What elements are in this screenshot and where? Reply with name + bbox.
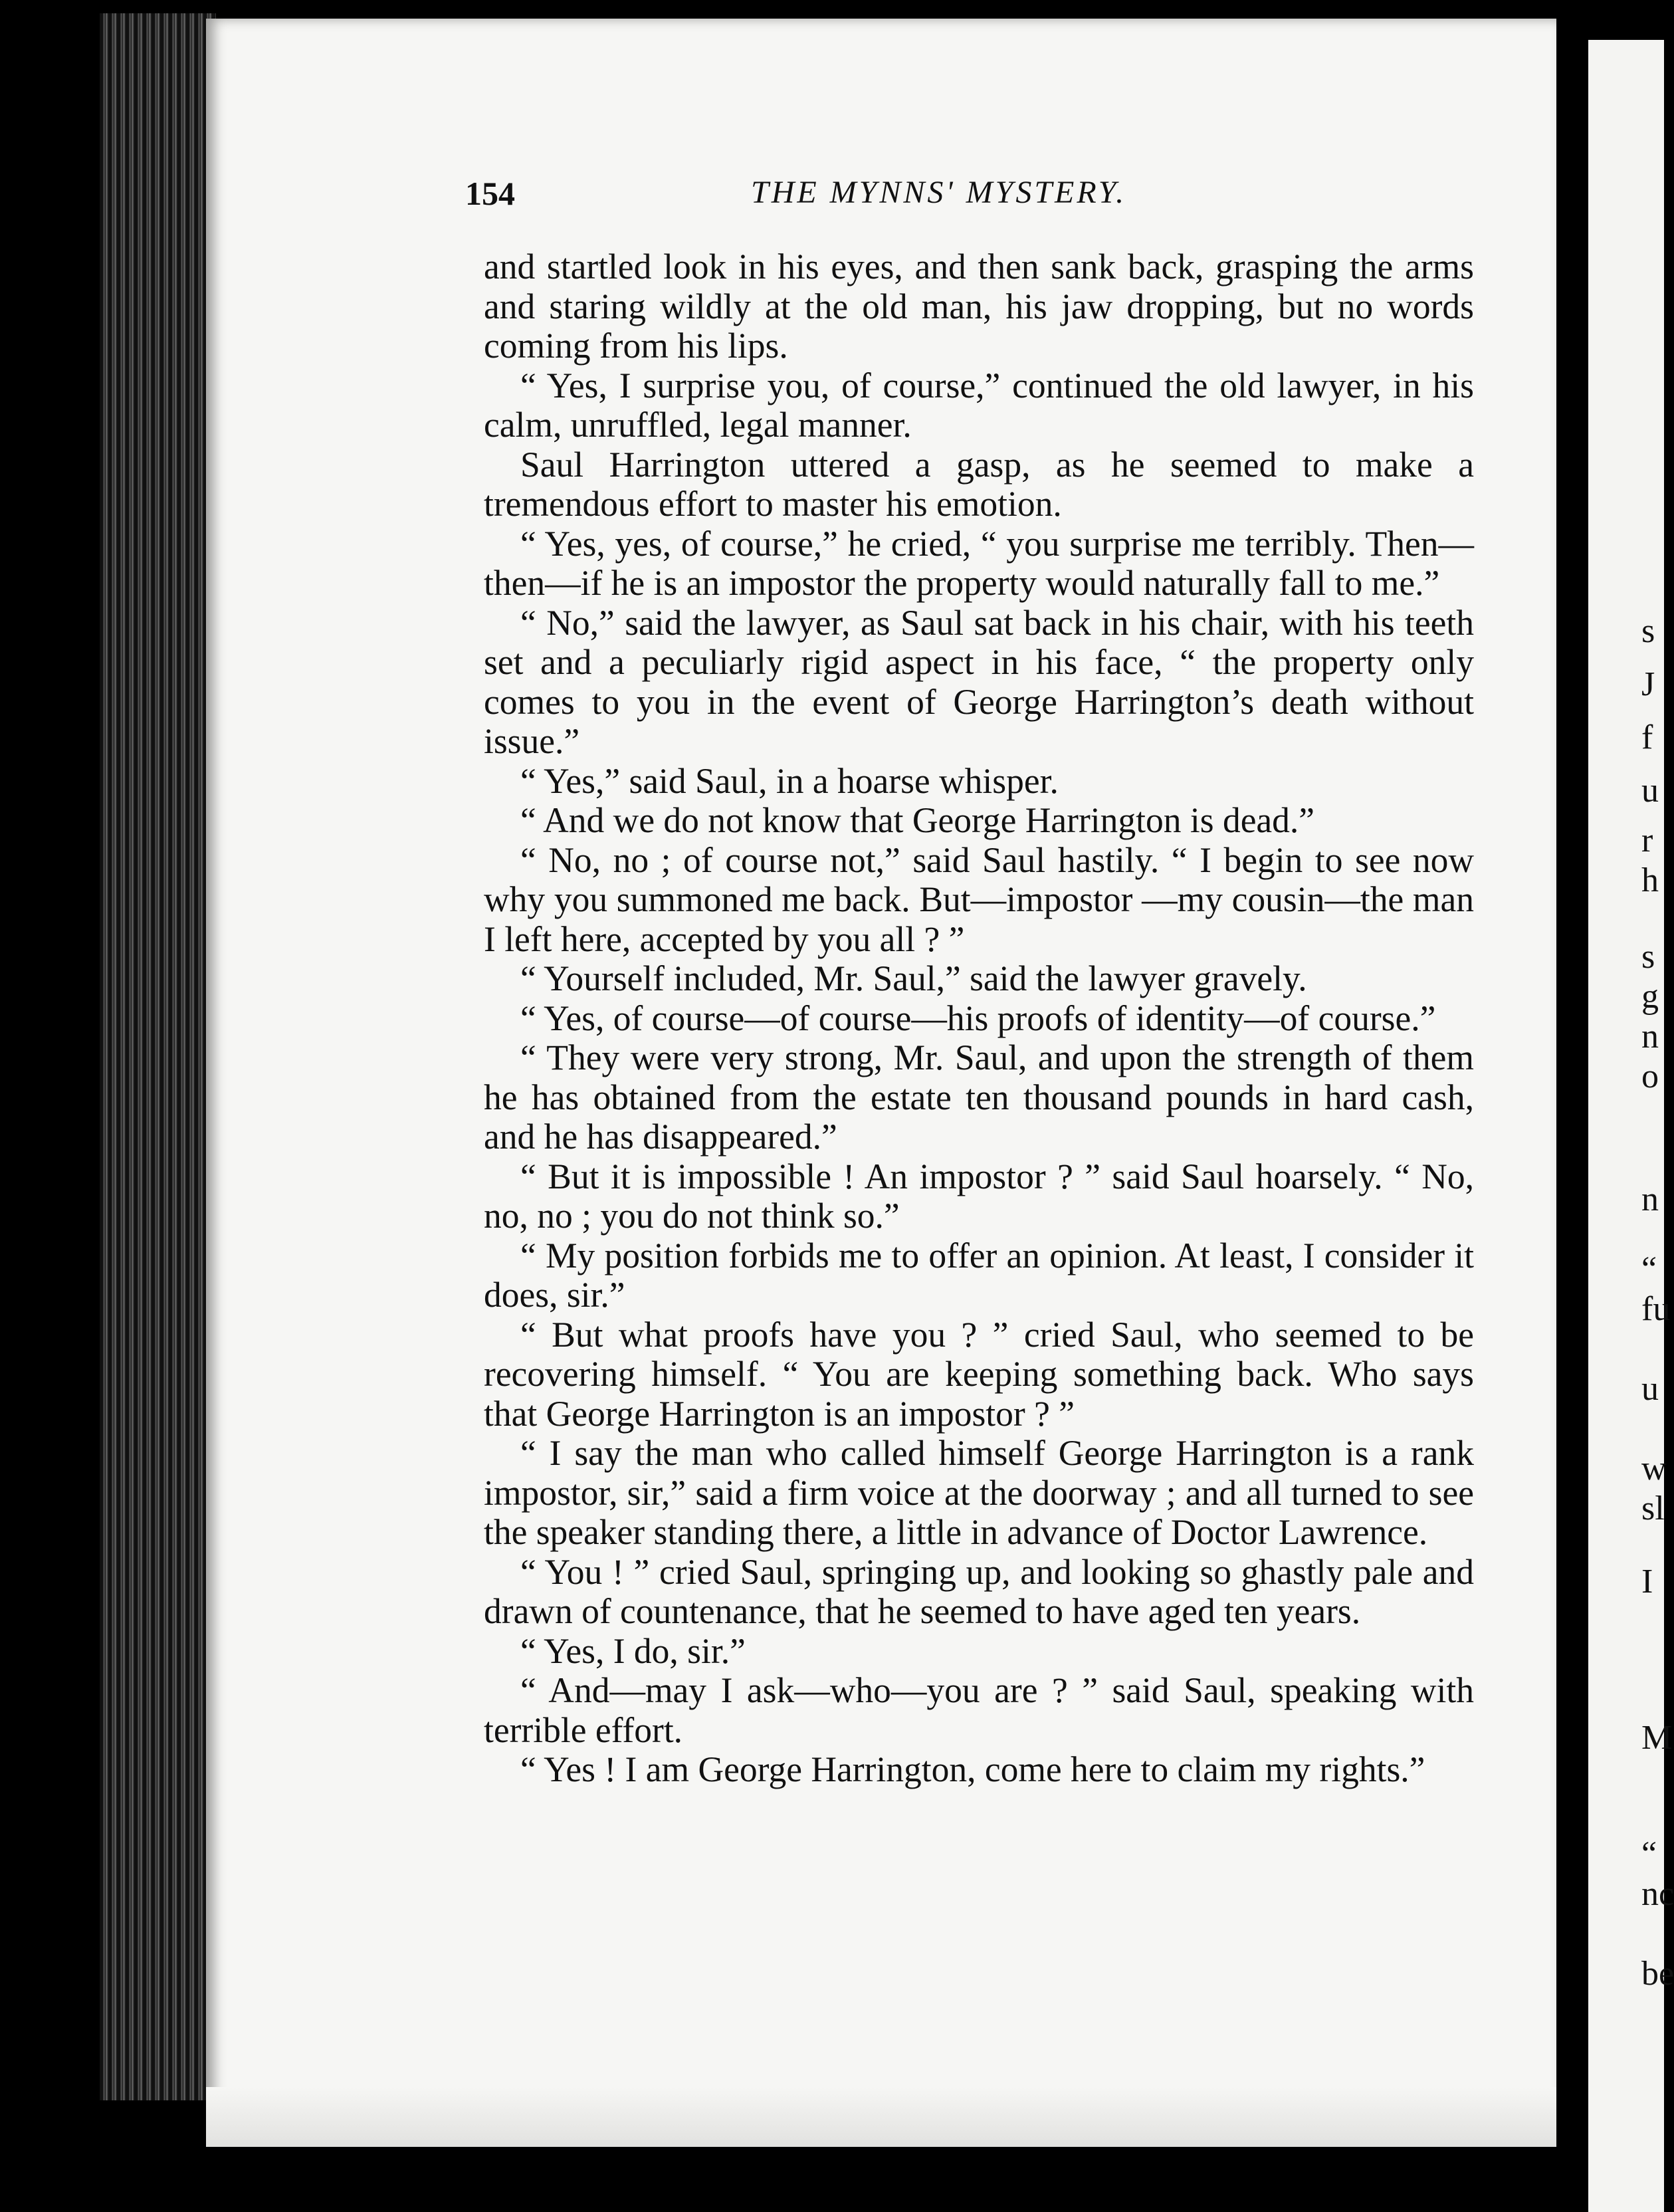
paragraph: “ They were very strong, Mr. Saul, and upon the strength of them he has obtained from the estate ten thousand pounds in hard cash, and he has disappeared.” — [484, 1038, 1474, 1157]
facing-page-fragment: h — [1641, 861, 1659, 899]
facing-page-fragment: I — [1641, 1563, 1653, 1601]
facing-page-fragment: be — [1641, 1955, 1674, 1993]
paragraph: “ No,” said the lawyer, as Saul sat back in his chair, with his teeth set and a peculiarly rigid aspect in his face, “ the property only comes to you in the event of George Harrington’s death without issue.” — [484, 602, 1474, 761]
page-edges — [100, 13, 216, 2100]
paragraph: “ Yes, I surprise you, of course,” continued the old lawyer, in his calm, unruffled, legal manner. — [484, 365, 1474, 445]
paragraph: “ But it is impossible ! An impostor ? ” said Saul hoarsely. “ No, no, no ; you do not think so.” — [484, 1156, 1474, 1236]
paragraph: Saul Harrington uttered a gasp, as he seemed to make a tremendous effort to master his emotion. — [484, 444, 1474, 524]
facing-page-fragment: nc — [1641, 1875, 1674, 1913]
paragraph: “ And we do not know that George Harrington is dead.” — [520, 800, 1315, 840]
paragraph: “ Yes ! I am George Harrington, come here to claim my rights.” — [520, 1749, 1425, 1789]
facing-page-fragment: u — [1641, 772, 1659, 810]
facing-page-fragment: “ — [1641, 1250, 1657, 1288]
paragraph: “ You ! ” cried Saul, springing up, and looking so ghastly pale and drawn of countenance, that he seemed to have aged ten years. — [484, 1551, 1474, 1631]
page-number: 154 — [465, 175, 515, 212]
facing-page-fragment: n — [1641, 1018, 1659, 1055]
facing-page-fragment: sl — [1641, 1490, 1665, 1527]
facing-page-fragment: f — [1641, 719, 1653, 756]
facing-page-fragment: “ — [1641, 1835, 1657, 1873]
paragraph: “ Yourself included, Mr. Saul,” said the lawyer gravely. — [520, 958, 1307, 998]
facing-page-fragment: s — [1641, 938, 1655, 976]
facing-page-fragment: u — [1641, 1370, 1659, 1408]
page-body — [484, 247, 1474, 1790]
paragraph: “ Yes, yes, of course,” he cried, “ you surprise me terribly. Then—then—if he is an impostor the property would naturally fall to me.” — [484, 523, 1474, 603]
paragraph: “ My position forbids me to offer an opinion. At least, I consider it does, sir.” — [484, 1235, 1474, 1315]
facing-page-fragment: g — [1641, 978, 1659, 1016]
facing-page-fragment: M — [1641, 1719, 1673, 1757]
paragraph: “ Yes, of course—of course—his proofs of identity—of course.” — [520, 998, 1436, 1038]
paragraph: “ I say the man who called himself George Harrington is a rank impostor, sir,” said a firm voice at the doorway ; and all turned to see the speaker standing there, a little in advance of Doctor Lawrence. — [484, 1433, 1474, 1552]
facing-page-fragment: fu — [1641, 1290, 1671, 1328]
running-title: THE MYNNS' MYSTERY. — [751, 175, 1127, 210]
facing-page-fragment: J — [1641, 665, 1655, 703]
page-bottom-shade — [206, 2087, 1556, 2147]
facing-page-fragment: r — [1641, 822, 1653, 859]
paragraph: “ And—may I ask—who—you are ? ” said Saul, speaking with terrible effort. — [484, 1670, 1474, 1750]
facing-page-fragment: w — [1641, 1450, 1667, 1488]
paragraph: “ No, no ; of course not,” said Saul hastily. “ I begin to see now why you summoned me back. But—impostor —my cousin—the man I left here, accepted by you all ? ” — [484, 839, 1474, 959]
facing-page-fragment: n — [1641, 1180, 1659, 1218]
paragraph: “ Yes, I do, sir.” — [520, 1630, 746, 1671]
facing-page-fragment: o — [1641, 1057, 1659, 1095]
paragraph: and startled look in his eyes, and then sank back, grasping the arms and staring wildly at the old man, his jaw dropping, but no words coming from his lips. — [484, 247, 1474, 366]
page-header — [465, 174, 1415, 221]
paragraph: “ But what proofs have you ? ” cried Saul, who seemed to be recovering himself. “ You are keeping something back. Who says that George Harrington is an impostor ? ” — [484, 1314, 1474, 1434]
facing-page-fragment: s — [1641, 612, 1655, 650]
paragraph: “ Yes,” said Saul, in a hoarse whisper. — [520, 760, 1059, 801]
